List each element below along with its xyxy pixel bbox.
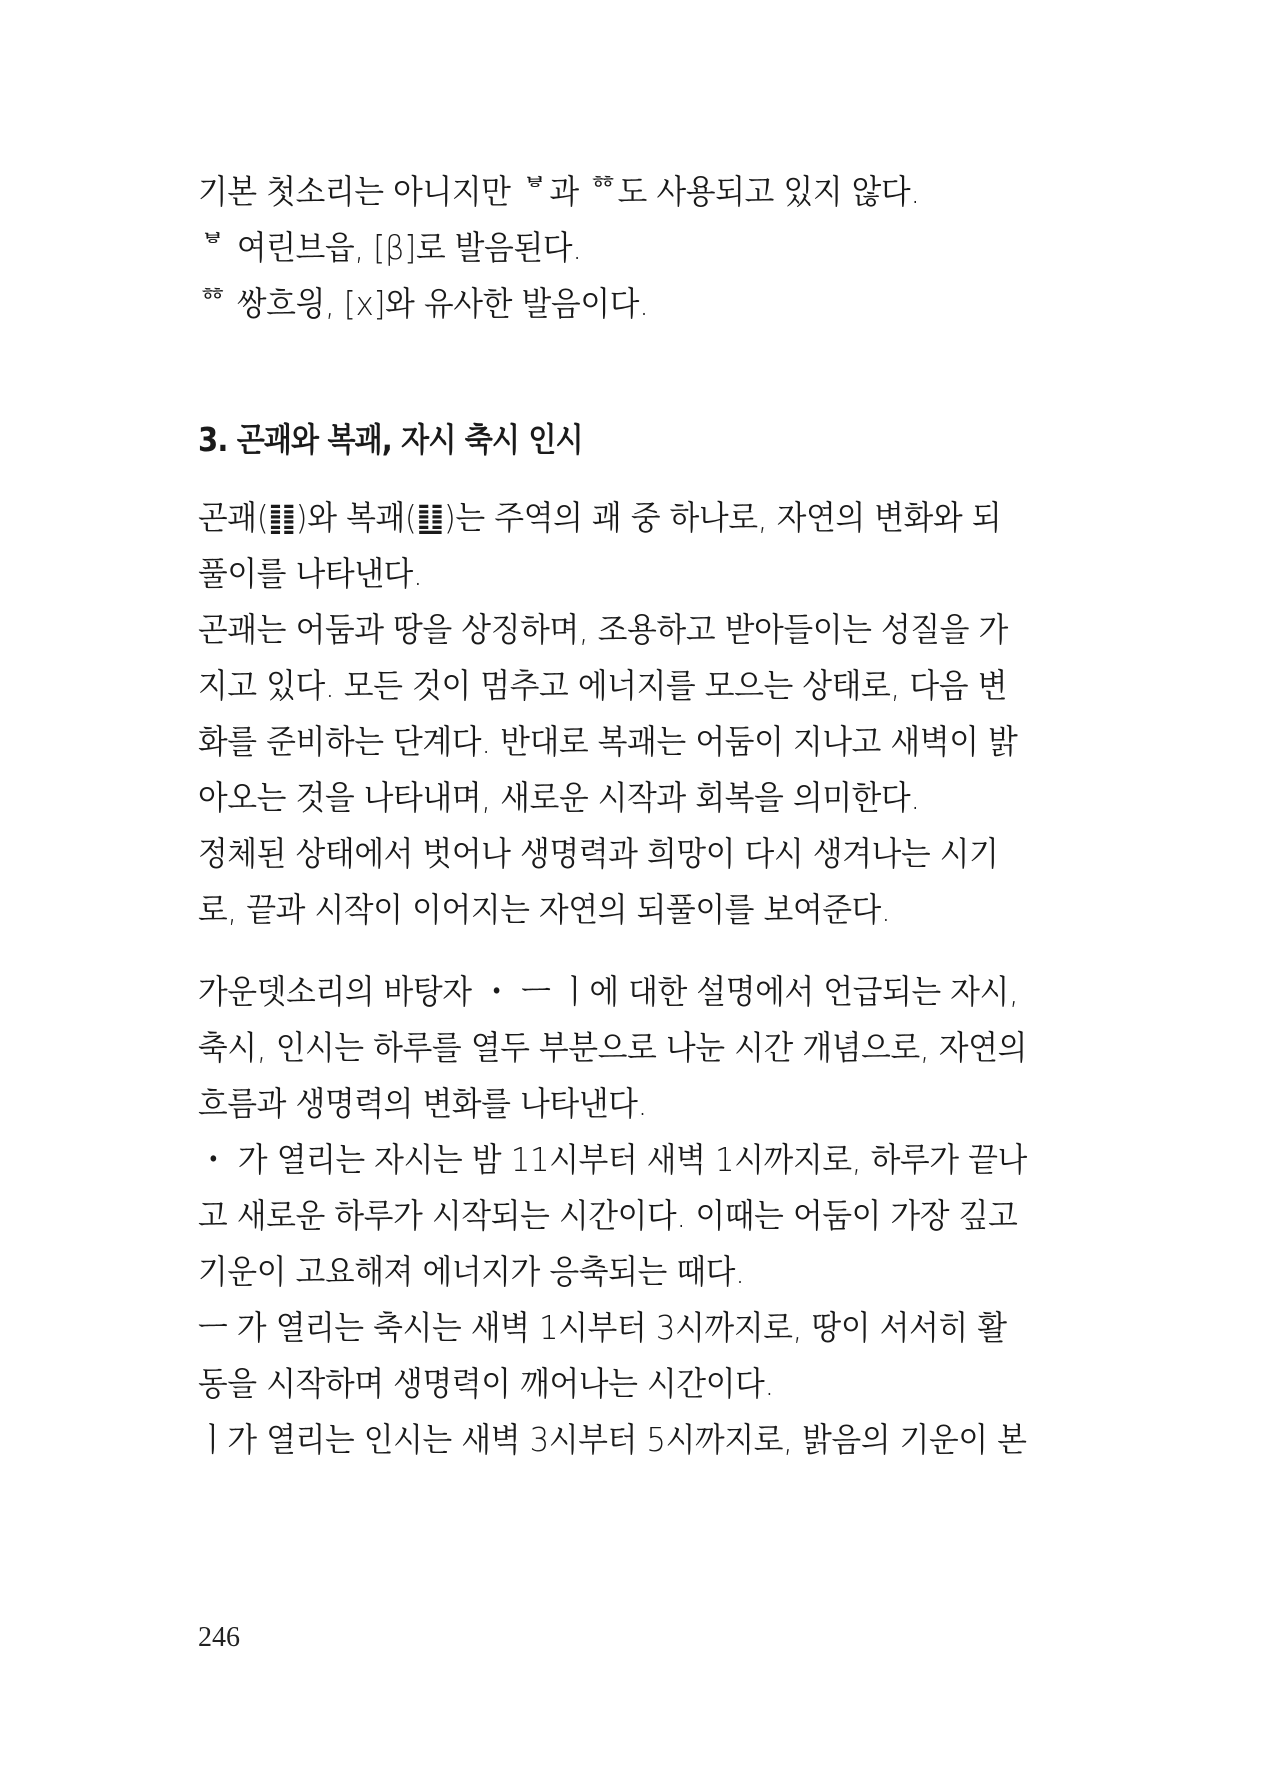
section-heading: 3. 곤괘와 복괘, 자시 축시 인시 [198, 420, 583, 459]
body-line: 고 새로운 하루가 시작되는 시간이다. 이때는 어둠이 가장 깊고 [198, 1196, 1018, 1235]
page-number: 246 [198, 1622, 240, 1653]
body-line: ㅡ 가 열리는 축시는 새벽 1시부터 3시까지로, 땅이 서서히 활 [198, 1308, 1007, 1347]
body-line: 풀이를 나타낸다. [198, 554, 423, 593]
body-line: 기본 첫소리는 아니지만 ᄫ과 ᅘ도 사용되고 있지 않다. [198, 172, 920, 211]
body-line: 아오는 것을 나타내며, 새로운 시작과 회복을 의미한다. [198, 778, 920, 817]
body-line: 화를 준비하는 단계다. 반대로 복괘는 어둠이 지나고 새벽이 밝 [198, 722, 1018, 761]
body-line: 곤괘는 어둠과 땅을 상징하며, 조용하고 받아들이는 성질을 가 [198, 610, 1009, 649]
body-line: ㅣ가 열리는 인시는 새벽 3시부터 5시까지로, 밝음의 기운이 본 [198, 1420, 1027, 1459]
body-line: 곤괘(䷁)와 복괘(䷗)는 주역의 괘 중 하나로, 자연의 변화와 되 [198, 498, 1002, 537]
body-line: 정체된 상태에서 벗어나 생명력과 희망이 다시 생겨나는 시기 [198, 834, 999, 873]
body-line: 동을 시작하며 생명력이 깨어나는 시간이다. [198, 1364, 775, 1403]
body-line: 지고 있다. 모든 것이 멈추고 에너지를 모으는 상태로, 다음 변 [198, 666, 1008, 705]
body-line: ・ 가 열리는 자시는 밤 11시부터 새벽 1시까지로, 하루가 끝나 [198, 1140, 1028, 1179]
body-line: 축시, 인시는 하루를 열두 부분으로 나눈 시간 개념으로, 자연의 [198, 1028, 1027, 1067]
body-line: 흐름과 생명력의 변화를 나타낸다. [198, 1084, 648, 1123]
body-line: ᅘ 쌍흐읭, [x]와 유사한 발음이다. [198, 284, 649, 323]
body-line: 기운이 고요해져 에너지가 응축되는 때다. [198, 1252, 745, 1291]
body-line: 로, 끝과 시작이 이어지는 자연의 되풀이를 보여준다. [198, 890, 891, 929]
body-line: 가운뎃소리의 바탕자 ・ ㅡ ㅣ에 대한 설명에서 언급되는 자시, [198, 972, 1019, 1011]
body-line: ᄫ 여린브읍, [β]로 발음된다. [198, 228, 582, 267]
